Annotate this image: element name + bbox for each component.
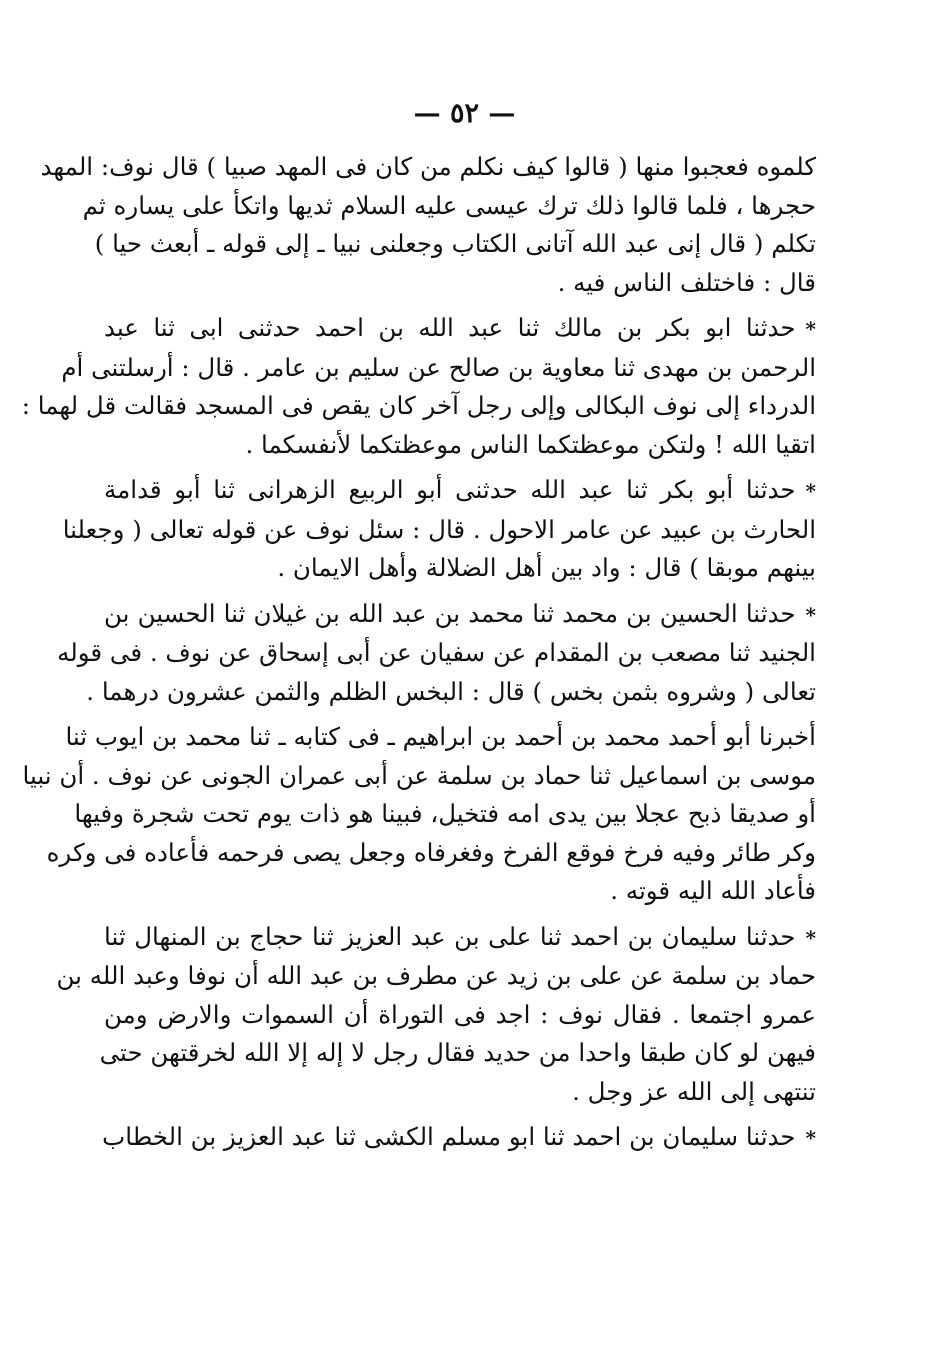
text-line xyxy=(104,595,816,635)
text-line: كلموه فعجبوا منها ( قالوا كيف نكلم من كان فى المهد صبيا ) قال نوف: المهد xyxy=(40,152,816,181)
text-line: الجنيد ثنا مصعب بن المقدام عن سفيان عن أبى إسحاق عن نوف . فى قوله xyxy=(57,638,816,667)
asterisk-marker: * xyxy=(805,925,816,950)
text-line xyxy=(104,918,816,958)
paragraph xyxy=(40,148,816,302)
line-text: حدثنا الحسين بن محمد ثنا محمد بن عبد الله بن غيلان ثنا الحسين بن xyxy=(104,598,796,628)
asterisk-marker: * xyxy=(805,1126,816,1150)
line-text: حدثنا سليمان بن احمد ثنا على بن عبد العزيز ثنا حجاج بن المنهال ثنا xyxy=(104,921,796,951)
text-line: تعالى ( وشروه بثمن بخس ) قال : البخس الظلم والثمن عشرون درهما . xyxy=(86,676,816,706)
paragraph xyxy=(22,718,816,911)
text-line: تنتهى إلى الله عز وجل . xyxy=(572,1076,816,1106)
text-line: عمرو اجتمعا . فقال نوف : اجد فى التوراة أن السموات والارض ومن xyxy=(104,999,816,1029)
paragraph xyxy=(21,309,816,464)
line-text: حدثنا أبو بكر ثنا عبد الله حدثنى أبو الربيع الزهرانى ثنا أبو قدامة xyxy=(104,475,796,504)
paragraph xyxy=(56,918,816,1112)
text-line: وكر طائر وفيه فرخ فوقع الفرخ وفغرفاه وجعل يصى فرحمه فأعاده فى وكره xyxy=(46,837,816,867)
text-line: الحارث بن عبيد عن عامر الاحول . قال : سئل نوف عن قوله تعالى ( وجعلنا xyxy=(62,514,816,544)
page-text-body xyxy=(21,148,816,1158)
text-line: تكلم ( قال إنى عبد الله آتانى الكتاب وجعلنى نبيا ـ إلى قوله ـ أبعث حيا ) xyxy=(94,229,816,258)
asterisk-marker: * xyxy=(805,602,816,627)
page-number: — ٥٢ — xyxy=(413,98,516,129)
text-line xyxy=(104,471,816,511)
text-line: أو صديقا ذبح عجلا بين يدى امه فتخيل، فبينا هو ذات يوم تحت شجرة وفيها xyxy=(74,799,816,828)
line-text: حدثنا ابو بكر بن مالك ثنا عبد الله بن احمد حدثنى ابى ثنا عبد xyxy=(104,313,796,342)
text-line xyxy=(104,1118,816,1158)
asterisk-marker: * xyxy=(805,317,816,341)
paragraph xyxy=(104,1118,816,1158)
paragraph xyxy=(62,471,816,588)
text-line: حماد بن سلمة عن على بن زيد عن مطرف بن عبد الله أن نوفا وعبد الله بن xyxy=(56,961,816,990)
text-line: الرحمن بن مهدى ثنا معاوية بن صالح عن سليم بن عامر . قال : أرسلتنى أم xyxy=(61,352,816,382)
line-text: حدثنا سليمان بن احمد ثنا ابو مسلم الكشى ثنا عبد العزيز بن الخطاب xyxy=(102,1122,796,1151)
text-line: اتقيا الله ! ولتكن موعظتكما الناس موعظتكما لأنفسكما . xyxy=(245,429,816,459)
text-line: بينهم موبقا ) قال : واد بين أهل الضلالة وأهل الايمان . xyxy=(277,553,816,582)
text-line: حجرها ، فلما قالوا ذلك ترك عيسى عليه السلام ثديها واتكأ على يساره ثم xyxy=(82,190,816,220)
text-line: موسى بن اسماعيل ثنا حماد بن سلمة عن أبى عمران الجونى عن نوف . أن نبيا xyxy=(22,760,816,790)
text-line xyxy=(104,309,816,349)
text-line: الدرداء إلى نوف البكالى وإلى رجل آخر كان يقص فى المسجد فقالت قل لهما : xyxy=(21,391,816,420)
text-line: قال : فاختلف الناس فيه . xyxy=(557,267,816,297)
text-line: أخبرنا أبو أحمد محمد بن أحمد بن ابراهيم ـ فى كتابه ـ ثنا محمد بن ايوب ثنا xyxy=(65,722,816,751)
asterisk-marker: * xyxy=(805,479,816,503)
text-line: فأعاد الله اليه قوته . xyxy=(610,876,816,905)
text-line: فيهن لو كان طبقا واحدا من حديد فقال رجل لا إله إلا الله لخرقتهن حتى xyxy=(99,1038,816,1067)
paragraph xyxy=(57,595,816,712)
